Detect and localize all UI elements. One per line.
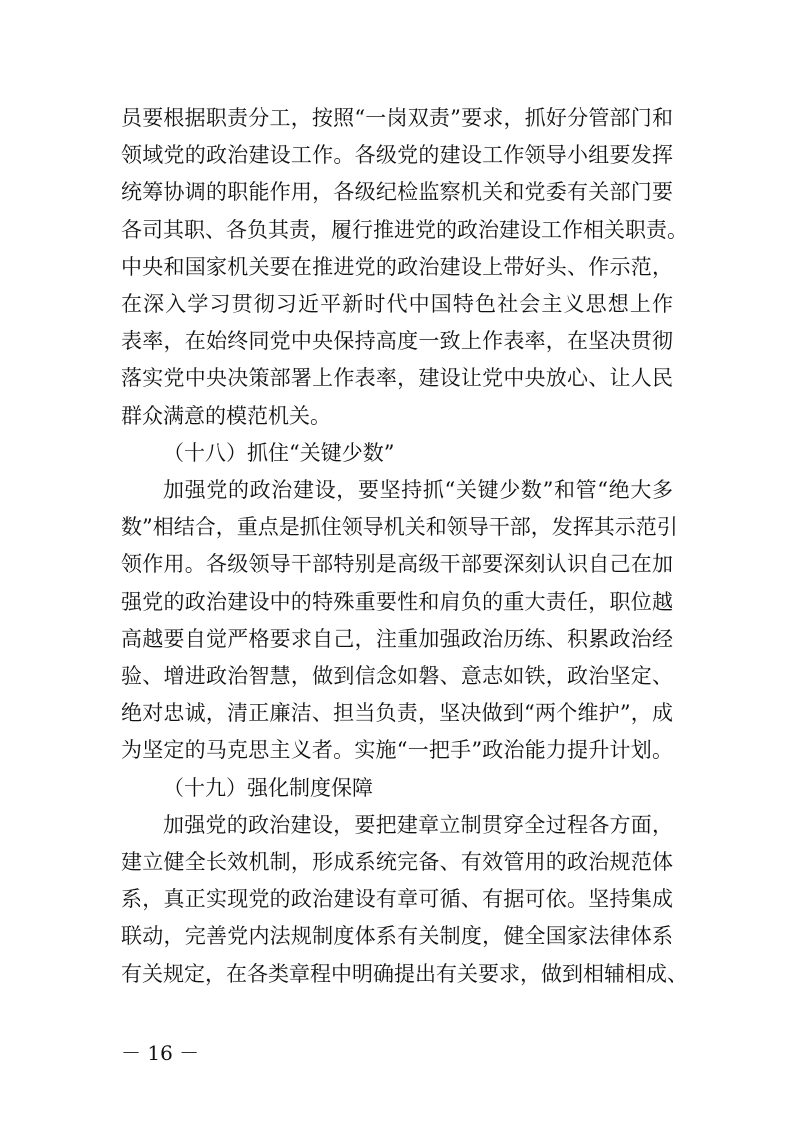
text-line: 建立健全长效机制，形成系统完备、有效管用的政治规范体 — [121, 850, 673, 875]
paragraph-responsibilities — [121, 100, 688, 435]
text-line: 加强党的政治建设，要把建章立制贯穿全过程各方面， — [163, 812, 673, 837]
text-line: 各司其职、各负其责，履行推进党的政治建设工作相关职责。 — [121, 217, 688, 242]
text-line: 领作用。各级领导干部特别是高级干部要深刻认识自己在加 — [121, 552, 673, 577]
text-line: 加强党的政治建设，要坚持抓“关键少数”和管“绝大多 — [163, 478, 673, 503]
paragraph-key-minority — [121, 472, 678, 770]
text-line: 在深入学习贯彻习近平新时代中国特色社会主义思想上作 — [121, 292, 673, 317]
page-number: － 16 － — [121, 1041, 200, 1065]
text-line: 验、增进政治智慧，做到信念如磐、意志如铁，政治坚定、 — [121, 664, 673, 689]
text-line: 强党的政治建设中的特殊重要性和肩负的重大责任，职位越 — [121, 589, 673, 614]
section-heading-19: （十九）强化制度保障 — [163, 775, 373, 800]
text-line: 绝对忠诚，清正廉洁、担当负责，坚决做到“两个维护”，成 — [121, 701, 673, 726]
text-line: 统筹协调的职能作用，各级纪检监察机关和党委有关部门要 — [121, 180, 673, 205]
paragraph-institutional-guarantee — [121, 807, 688, 993]
text-line: 有关规定，在各类章程中明确提出有关要求，做到相辅相成、 — [121, 961, 688, 986]
text-line: 联动，完善党内法规制度体系有关制度，健全国家法律体系 — [121, 924, 673, 949]
text-line: 群众满意的模范机关。 — [121, 403, 331, 428]
text-line: 落实党中央决策部署上作表率，建设让党中央放心、让人民 — [121, 366, 673, 391]
text-line: 员要根据职责分工，按照“一岗双责”要求，抓好分管部门和 — [121, 106, 673, 130]
document-body — [121, 100, 688, 993]
section-heading-18: （十八）抓住“关键少数” — [163, 440, 395, 465]
text-line: 领域党的政治建设工作。各级党的建设工作领导小组要发挥 — [121, 143, 673, 168]
text-line: 表率，在始终同党中央保持高度一致上作表率，在坚决贯彻 — [121, 329, 673, 354]
text-line: 中央和国家机关要在推进党的政治建设上带好头、作示范， — [121, 254, 673, 279]
text-line: 数”相结合，重点是抓住领导机关和领导干部，发挥其示范引 — [121, 515, 678, 540]
text-line: 高越要自觉严格要求自己，注重加强政治历练、积累政治经 — [121, 626, 673, 651]
text-line: 为坚定的马克思主义者。实施“一把手”政治能力提升计划。 — [121, 738, 673, 763]
text-line: 系，真正实现党的政治建设有章可循、有据可依。坚持集成 — [121, 887, 673, 912]
